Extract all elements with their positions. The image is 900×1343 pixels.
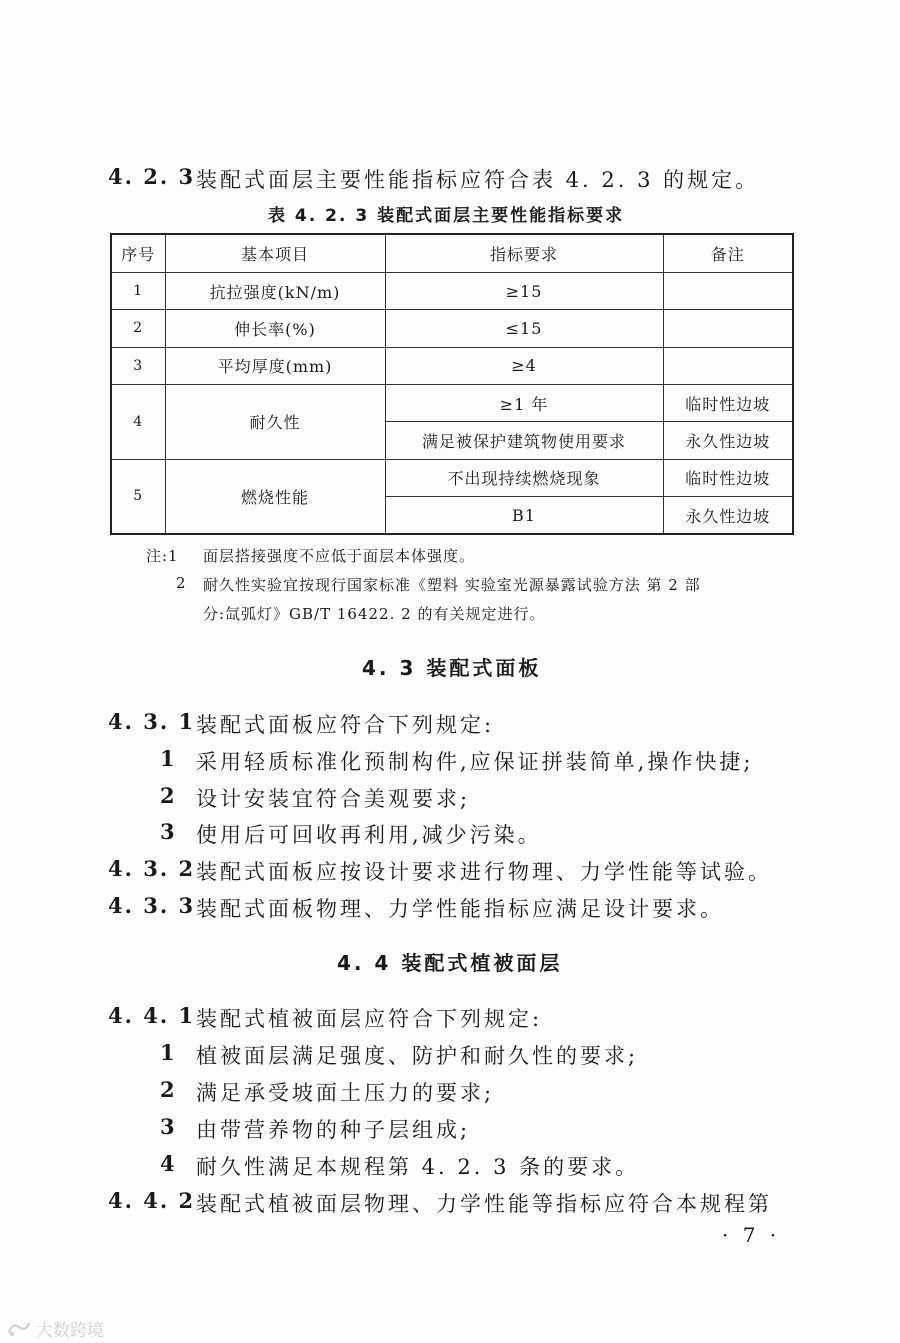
list-item-text: 采用轻质标准化预制构件,应保证拼装简单,操作快捷; — [196, 750, 754, 774]
header-cell: 基本项目 — [165, 234, 385, 272]
row-remark: 永久性边坡 — [663, 422, 793, 459]
note-text: 面层搭接强度不应低于面层本体强度。 — [203, 547, 476, 565]
row-number: 3 — [111, 347, 165, 384]
row-remark: 临时性边坡 — [663, 459, 793, 496]
section-title: 4. 3 装配式面板 — [362, 656, 542, 680]
list-item-number: 2 — [160, 783, 175, 808]
row-remark — [663, 272, 793, 309]
watermark-logo-icon — [6, 1319, 32, 1339]
header-cell: 指标要求 — [385, 234, 663, 272]
table-row — [111, 384, 793, 421]
list-item-text: 使用后可回收再利用,减少污染。 — [196, 823, 542, 847]
row-remark — [663, 347, 793, 384]
clause-number: 4. 4. 2 — [108, 1188, 196, 1213]
list-item-number: 1 — [160, 746, 175, 771]
list-item-number: 1 — [160, 1040, 175, 1065]
clause-number: 4. 3. 3 — [108, 893, 196, 918]
note-text: 分:氙弧灯》GB/T 16422. 2 的有关规定进行。 — [203, 605, 546, 623]
row-requirement: 满足被保护建筑物使用要求 — [385, 422, 663, 459]
clause-number: 4. 3. 1 — [108, 709, 196, 734]
section-title: 4. 4 装配式植被面层 — [337, 951, 563, 975]
spec-table — [110, 233, 794, 535]
row-requirement: ≥15 — [385, 272, 663, 309]
clause-text: 装配式面板应符合下列规定: — [196, 713, 495, 737]
clause-text: 装配式面层主要性能指标应符合表 4. 2. 3 的规定。 — [196, 168, 760, 192]
clause-text: 装配式植被面层物理、力学性能等指标应符合本规程第 — [196, 1192, 772, 1216]
note-label: 注:1 — [146, 547, 179, 565]
table-title: 表 4. 2. 3 装配式面层主要性能指标要求 — [268, 206, 625, 226]
row-requirement: B1 — [385, 497, 663, 534]
list-item-number: 4 — [160, 1151, 175, 1176]
row-number: 5 — [111, 459, 165, 534]
row-requirement: 不出现持续燃烧现象 — [385, 459, 663, 496]
list-item-text: 满足承受坡面土压力的要求; — [196, 1081, 495, 1105]
note-text: 耐久性实验宜按现行国家标准《塑料 实验室光源暴露试验方法 第 2 部 — [203, 576, 701, 594]
clause-number: 4. 2. 3 — [108, 164, 196, 189]
clause-number: 4. 3. 2 — [108, 856, 196, 881]
row-number: 1 — [111, 272, 165, 309]
list-item-number: 3 — [160, 1114, 175, 1139]
row-item: 平均厚度(mm) — [165, 347, 385, 384]
row-number: 2 — [111, 310, 165, 347]
page-number: · 7 · — [722, 1223, 781, 1247]
clause-text: 装配式植被面层应符合下列规定: — [196, 1007, 543, 1031]
row-item: 耐久性 — [165, 384, 385, 459]
row-item: 抗拉强度(kN/m) — [165, 272, 385, 309]
list-item-number: 2 — [160, 1077, 175, 1102]
row-requirement: ≥1 年 — [385, 384, 663, 421]
table-row — [111, 347, 793, 384]
table-row — [111, 310, 793, 347]
row-requirement: ≥4 — [385, 347, 663, 384]
clause-text: 装配式面板物理、力学性能指标应满足设计要求。 — [196, 897, 724, 921]
table-row — [111, 272, 793, 309]
row-number: 4 — [111, 384, 165, 459]
header-cell: 备注 — [663, 234, 793, 272]
list-item-text: 由带营养物的种子层组成; — [196, 1118, 471, 1142]
row-item: 伸长率(%) — [165, 310, 385, 347]
list-item-text: 植被面层满足强度、防护和耐久性的要求; — [196, 1044, 639, 1068]
row-remark — [663, 310, 793, 347]
row-requirement: ≤15 — [385, 310, 663, 347]
clause-number: 4. 4. 1 — [108, 1003, 196, 1028]
list-item-number: 3 — [160, 819, 175, 844]
header-cell: 序号 — [111, 234, 165, 272]
row-remark: 永久性边坡 — [663, 497, 793, 534]
list-item-text: 设计安装宜符合美观要求; — [196, 787, 471, 811]
watermark — [6, 1316, 104, 1341]
note-number: 2 — [176, 574, 187, 592]
watermark-text: 大数跨境 — [36, 1321, 104, 1341]
table-row — [111, 459, 793, 496]
list-item-text: 耐久性满足本规程第 4. 2. 3 条的要求。 — [196, 1155, 640, 1179]
clause-text: 装配式面板应按设计要求进行物理、力学性能等试验。 — [196, 860, 772, 884]
row-item: 燃烧性能 — [165, 459, 385, 534]
table-header-row — [111, 234, 793, 272]
row-remark: 临时性边坡 — [663, 384, 793, 421]
